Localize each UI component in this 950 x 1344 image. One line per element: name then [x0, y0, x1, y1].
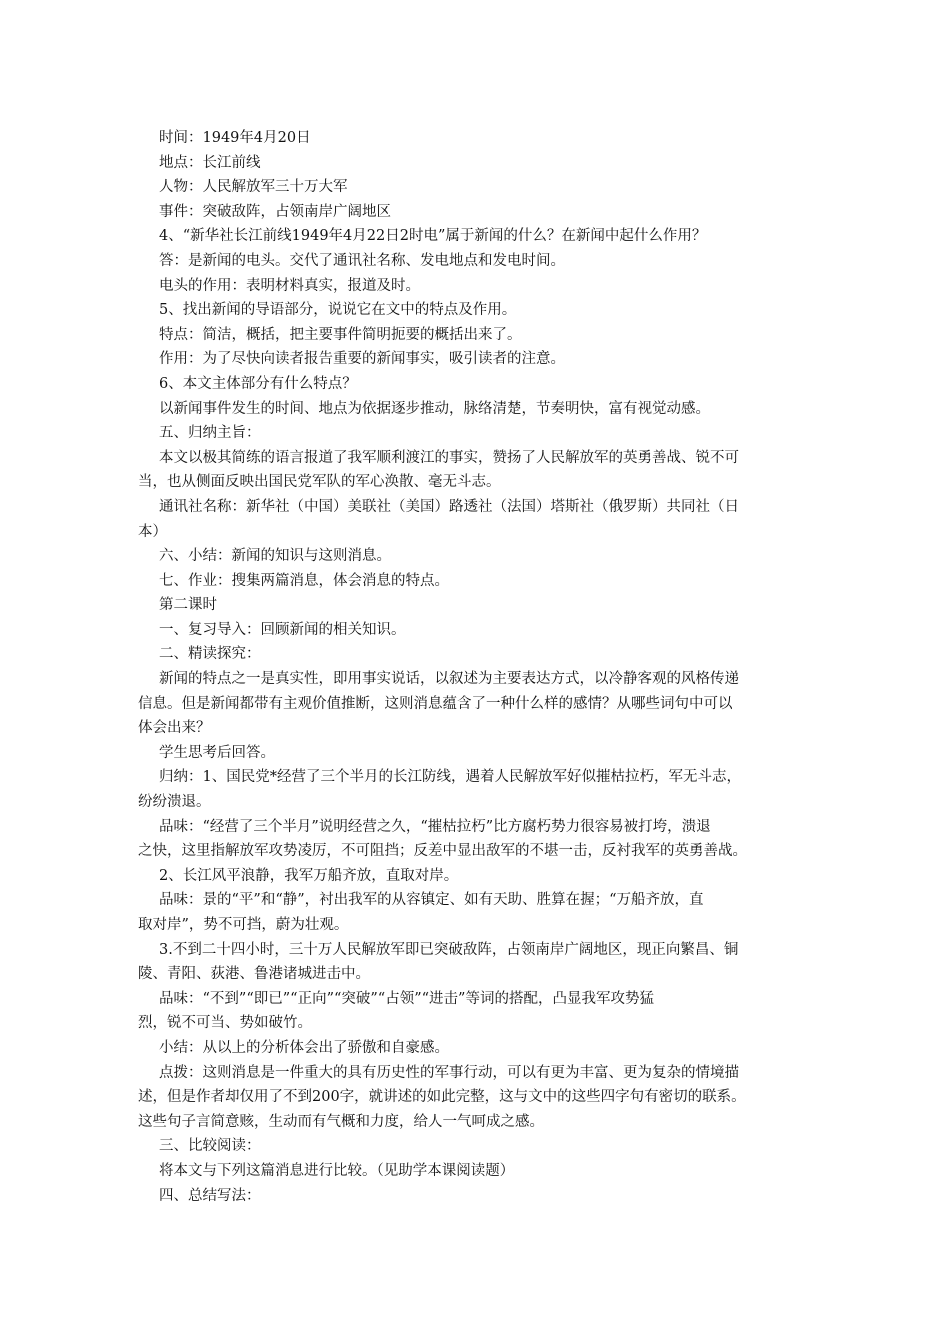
text-line: 本） — [138, 523, 167, 540]
text-line: 烈，锐不可当、势如破竹。 — [138, 1015, 312, 1032]
text-line: 2、长江风平浪静，我军万船齐放，直取对岸。 — [159, 867, 459, 884]
text-line: 以新闻事件发生的时间、地点为依据逐步推动，脉络清楚，节奏明快，富有视觉动感。 — [159, 400, 710, 417]
question-6: 6、本文主体部分有什么特点？ — [159, 375, 357, 392]
text-line: 品味：“不到”“即已”“正向”“突破”“占领”“进击”等词的搭配，凸显我军攻势猛 — [159, 990, 654, 1007]
text-line: 品味：“经营了三个半月”说明经营之久，“摧枯拉朽”比方腐朽势力很容易被打垮，溃退 — [159, 818, 711, 835]
text-line: 体会出来？ — [138, 720, 211, 737]
section-heading-7: 七、作业：搜集两篇消息，体会消息的特点。 — [159, 572, 449, 589]
text-line: 特点：简洁，概括，把主要事件简明扼要的概括出来了。 — [159, 326, 522, 343]
text-line: 这些句子言简意赅，生动而有气概和力度，给人一气呵成之感。 — [138, 1113, 544, 1130]
answer-4: 答：是新闻的电头。交代了通讯社名称、发电地点和发电时间。 — [159, 252, 565, 269]
question-4: 4、“新华社长江前线1949年4月22日2时电”属于新闻的什么？在新闻中起什么作用？ — [159, 228, 707, 245]
section-heading-2: 二、精读探究： — [159, 646, 261, 663]
text-line: 学生思考后回答。 — [159, 744, 275, 761]
text-line: 本文以极其简练的语言报道了我军顺利渡江的事实，赞扬了人民解放军的英勇善战、锐不可 — [159, 449, 739, 466]
text-line: 述，但是作者却仅用了不到200字，就讲述的如此完整，这与文中的这些四字句有密切的联系。 — [138, 1089, 746, 1106]
text-line: 作用：为了尽快向读者报告重要的新闻事实，吸引读者的注意。 — [159, 351, 565, 368]
text-line: 取对岸”，势不可挡，蔚为壮观。 — [138, 917, 349, 933]
lesson-heading: 第二课时 — [159, 597, 217, 614]
section-heading-1: 一、复习导入：回顾新闻的相关知识。 — [159, 621, 406, 638]
text-line-time: 时间：1949年4月20日 — [159, 130, 311, 146]
section-heading-6: 六、小结：新闻的知识与这则消息。 — [159, 548, 391, 565]
text-line: 之快，这里指解放军攻势凌厉，不可阻挡；反差中显出敌军的不堪一击，反衬我军的英勇善战。 — [138, 843, 747, 860]
text-line: 通讯社名称：新华社（中国）美联社（美国）路透社（法国）塔斯社（俄罗斯）共同社（日 — [159, 498, 739, 515]
text-line: 点拨：这则消息是一件重大的具有历史性的军事行动，可以有更为丰富、更为复杂的情境描 — [159, 1064, 739, 1081]
text-line: 信息。但是新闻都带有主观价值推断，这则消息蕴含了一种什么样的感情？从哪些词句中可以 — [138, 695, 733, 712]
text-line-event: 事件：突破敌阵，占领南岸广阔地区 — [159, 203, 391, 220]
document-body — [138, 126, 818, 1208]
text-line: 将本文与下列这篇消息进行比较。（见助学本课阅读题） — [159, 1162, 515, 1179]
text-line: 新闻的特点之一是真实性，即用事实说话，以叙述为主要表达方式，以冷静客观的风格传递 — [159, 671, 739, 688]
text-line: 品味：景的“平”和“静”，衬出我军的从容镇定、如有天助、胜算在握；“万船齐放，直 — [159, 892, 704, 909]
text-line: 3.不到二十四小时，三十万人民解放军即已突破敌阵，占领南岸广阔地区，现正向繁昌、铜 — [159, 941, 739, 958]
section-heading-5: 五、归纳主旨： — [159, 425, 261, 442]
text-line: 电头的作用：表明材料真实，报道及时。 — [159, 277, 420, 294]
section-heading-3: 三、比较阅读： — [159, 1138, 261, 1155]
text-line: 当，也从侧面反映出国民党军队的军心涣散、毫无斗志。 — [138, 474, 501, 491]
text-line-people: 人物：人民解放军三十万大军 — [159, 179, 348, 196]
text-line: 小结：从以上的分析体会出了骄傲和自豪感。 — [159, 1039, 449, 1056]
text-line-place: 地点：长江前线 — [159, 154, 261, 171]
text-line: 纷纷溃退。 — [138, 794, 211, 811]
text-line: 归纳：1、国民党*经营了三个半月的长江防线，遇着人民解放军好似摧枯拉朽，军无斗志， — [159, 769, 741, 786]
section-heading-4: 四、总结写法： — [159, 1187, 261, 1204]
question-5: 5、找出新闻的导语部分，说说它在文中的特点及作用。 — [159, 302, 517, 319]
text-line: 陵、青阳、荻港、鲁港诸城进击中。 — [138, 966, 370, 983]
